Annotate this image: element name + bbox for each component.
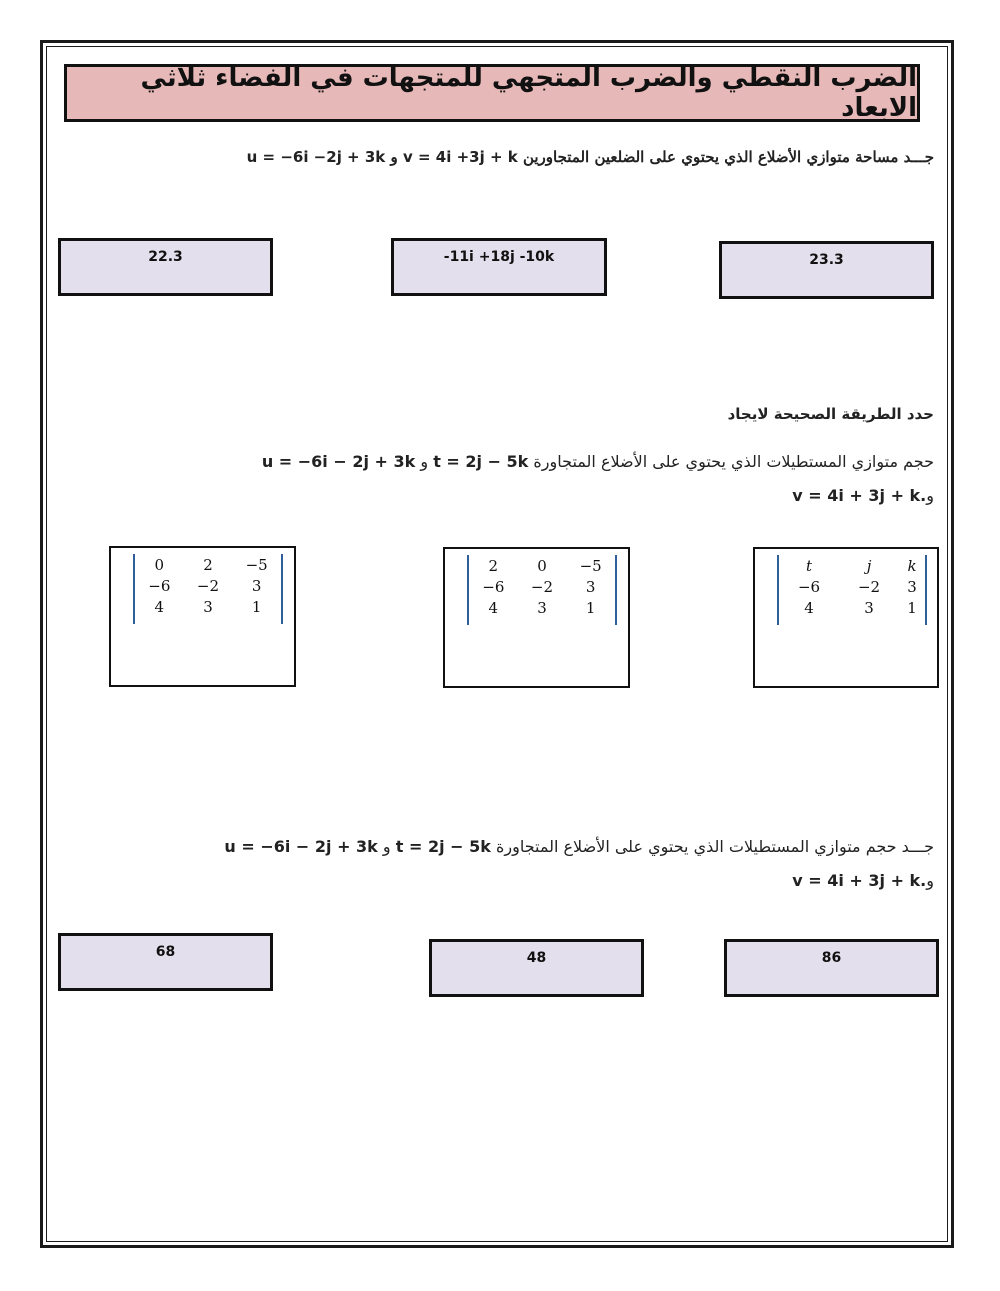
q2-heading: حدد الطريقة الصحيحة لايجاد — [727, 405, 934, 423]
q2-line2-prefix: و — [926, 486, 934, 505]
matrix-cell: −5 — [245, 555, 268, 574]
q3-choice-3-label: 68 — [155, 944, 176, 960]
q2-choice-1[interactable] — [753, 547, 939, 688]
q2-prompt: حجم متوازي المستطيلات الذي يحتوي على الأضلاع المتجاورة — [533, 452, 934, 471]
matrix-cell: 3 — [864, 598, 874, 617]
matrix-cell: j — [866, 556, 872, 575]
q3-vector-t: t = 2j − 5k — [395, 837, 491, 856]
q3-vector-u: u = −6i − 2j + 3k — [224, 837, 378, 856]
matrix-cell: k — [907, 556, 917, 575]
matrix-cell: 3 — [203, 597, 213, 616]
matrix-cell: −5 — [579, 556, 602, 575]
q3-choice-2[interactable] — [429, 939, 644, 997]
q2-vector-t: t = 2j − 5k — [433, 452, 529, 471]
q1-choice-3[interactable] — [58, 238, 273, 296]
q2-matrix-3 — [133, 554, 283, 624]
matrix-cell: 1 — [585, 598, 596, 617]
q3-choice-3[interactable] — [58, 933, 273, 991]
matrix-cell: 0 — [154, 555, 165, 574]
matrix-cell: −6 — [482, 577, 505, 596]
matrix-cell: 3 — [585, 577, 596, 596]
matrix-cell: 1 — [251, 597, 262, 616]
matrix-cell: −2 — [857, 577, 881, 596]
q1-choice-1-label: 23.3 — [809, 252, 844, 268]
matrix-cell: −6 — [148, 576, 171, 595]
page-title: الضرب النقطي والضرب المتجهي للمتجهات في الفضاء ثلاثي الابعاد — [140, 63, 917, 123]
matrix-cell: 0 — [537, 556, 547, 575]
q2-prompt-line-2 — [792, 486, 934, 505]
matrix-cell: 4 — [488, 598, 499, 617]
matrix-cell: −2 — [196, 576, 220, 595]
matrix-cell: 4 — [804, 598, 814, 617]
q1-prompt: جـــد مساحة متوازي الأضلاع الذي يحتوي على الضلعين المتجاورين — [522, 148, 934, 166]
matrix-cell: 3 — [907, 577, 917, 596]
q3-vector-v: v = 4i + 3j + k. — [792, 871, 927, 890]
q2-prompt-line — [262, 452, 934, 471]
matrix-cell: 3 — [537, 598, 547, 617]
q2-vector-u: u = −6i − 2j + 3k — [261, 452, 416, 471]
q1-choice-1[interactable] — [719, 241, 934, 299]
q1-connector: و — [390, 148, 398, 166]
q2-matrix-2 — [467, 555, 617, 625]
q1-choice-3-label: 22.3 — [148, 249, 183, 265]
matrix-cell: −6 — [797, 577, 821, 596]
q2-matrix-1 — [777, 555, 927, 625]
matrix-cell: −2 — [530, 577, 554, 596]
q3-line2-prefix: و — [926, 871, 934, 890]
q3-choice-1[interactable] — [724, 939, 939, 997]
q3-choice-1-label: 86 — [821, 950, 842, 966]
q1-vector-v: v = 4i +3j + k — [402, 148, 518, 166]
matrix-cell: 3 — [251, 576, 262, 595]
q1-vector-u: u = −6i −2j + 3k — [246, 148, 386, 166]
q2-choice-2[interactable] — [443, 547, 630, 688]
q3-choice-2-label: 48 — [526, 950, 547, 966]
q2-vector-v: v = 4i + 3j + k. — [792, 486, 927, 505]
title-banner — [64, 64, 920, 122]
q1-choice-2-label: -11i +18j -10k — [443, 249, 555, 265]
matrix-cell: 2 — [488, 556, 499, 575]
matrix-cell: t — [806, 556, 813, 575]
matrix-cell: 1 — [907, 598, 917, 617]
matrix-cell: 2 — [203, 555, 213, 574]
q3-prompt-line-2 — [792, 871, 934, 890]
matrix-cell: 4 — [154, 597, 165, 616]
q3-prompt: جـــد حجم متوازي المستطيلات الذي يحتوي على الأضلاع المتجاورة — [495, 837, 934, 856]
q3-prompt-line — [224, 837, 934, 856]
q2-connector: و — [420, 452, 429, 471]
q1-choice-2[interactable] — [391, 238, 607, 296]
q2-choice-3[interactable] — [109, 546, 296, 687]
q3-connector: و — [382, 837, 391, 856]
q1-prompt-line — [247, 148, 934, 166]
